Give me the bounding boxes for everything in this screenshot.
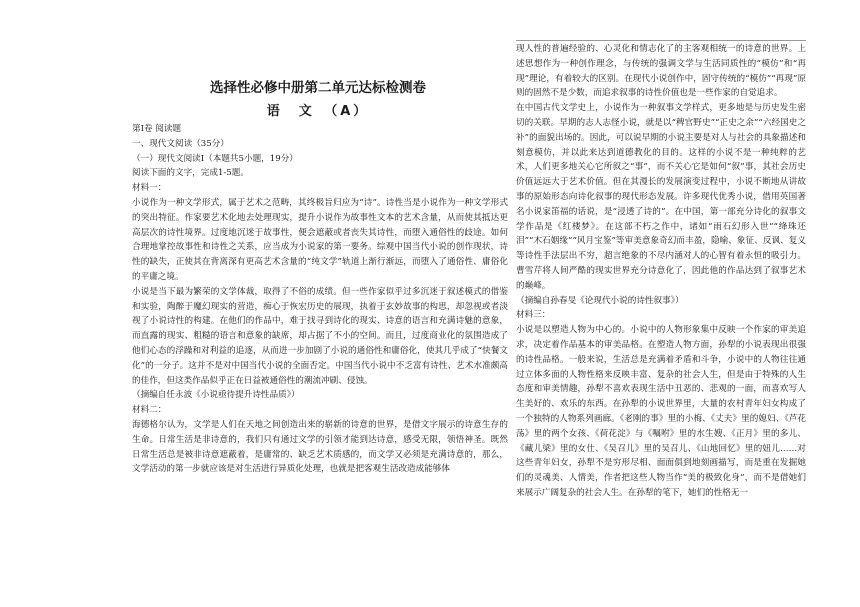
question-group-heading: 一、现代文阅读（35分） — [132, 138, 229, 149]
subsection-heading: （一）现代文阅读Ⅰ（本题共5小题，19分） — [132, 153, 298, 164]
material-label: 材料三： — [516, 310, 551, 321]
exam-subtitle: 语 文 （A） — [266, 104, 370, 119]
section-heading: 第Ⅰ卷 阅读题 — [132, 124, 182, 134]
paragraph: 在中国古代文学史上，小说作为一种叙事文学样式，更多地是与历史发生密切的关联。早期的志人志怪小说，就是以“稗官野史”“正史之余”“六经国史之补”的面貌出场的。因此，可以说早期的小说主要是对人与社会的具象描述和刻意模仿，并以此来达到道德教化的目的。这样的小说不是一种纯粹的艺术，人们更多地关心它所叙之“事”，而不关心它是如何“叙”事，其社会历史价值远远大于艺术价值。但在其漫长的发展演变过程中，小说不断地从讲故事的原始形态向诗化叙事的现代形态发展。许多现代优秀小说，借用英国著名小说家笛福的话说，是“浸透了诗的”。在中国，第一部充分诗化的叙事文学作品是《红楼梦》。在这部不朽之作中，诸如“雨石幻形入世”“绛珠还泪”“木石姻缘”“风月宝鉴”等审美意象奇幻而丰盈，隐喻、象征、反讽、复义等诗性手法层出不穷，超言绝象的不尽内涵对人的心智有着永恒的吸引力。曹雪芹将人间严酷的现实世界充分诗意化了，因此他的作品达到了叙事艺术的巅峰。 — [516, 103, 806, 291]
paragraph: 小说是当下最为繁荣的文学体裁，取得了不俗的成绩。但一些作家似乎过多沉迷于叙述模式的借鉴和实验，陶醉于魔幻现实的营造，痴心于恢宏历史的展现，执着于玄妙故事的构思，却忽视或者淡视了小说诗性的构建。在他们的作品中，难于找寻到诗化的现实、诗意的语言和充满诗魅的意象，而直露的现实、粗糙的语言和意象的缺席，却占据了不小的空间。而且，过度商业化的氛围造成了他们心态的浮躁和对利益的追逐，从而进一步加剧了小说的通俗性和庸俗化，使其几乎成了“快餐文化”的一分子。这并不是对中国当代小说的全面否定。中国当代小说中不乏富有诗性、艺术水准颇高的佳作，但这类作品似乎正在日益被通俗性的潮流冲刷、侵蚀。 — [132, 286, 508, 386]
left-column — [132, 0, 508, 607]
paragraph: 小说是以塑造人物为中心的。小说中的人物形象集中反映一个作家的审美追求，决定着作品基本的审美品格。在塑造人物方面，孙犁的小说表现出很强的诗性品格。一般来说，生活总是充满着矛盾和斗争，小说中的人物往往通过立体多面的人物性格来反映丰富、复杂的社会人生，但是由于特殊的人生态度和审美情趣，孙犁不喜欢表现生活中丑恶的、悲观的一面，而喜欢写人生美好的、欢乐的东西。在孙犁的小说世界里，大量的农村青年妇女构成了一个独特的人物系列画廊。《老刚的事》里的小梅、《丈夫》里的媳妇、《芦花荡》里的两个女孩、《荷花淀》与《嘱咐》里的水生嫂、《正月》里的多儿、《藏儿梁》里的女仕、《吴召儿》里的吴召儿、《山地回忆》里的妞儿……对这些青年妇女，孙犁不是穷形尽相、面面俱到地刻画描写，而是重在发掘她们的灵魂美、人情美，作者把这些人物当作“美的极致化身”，而不是借她们来展示广阔复杂的社会人生。在孙犁的笔下，她们的性格无一 — [516, 325, 806, 498]
source-citation: （摘编自任永波《小说亟待提升诗性品质》） — [132, 390, 300, 401]
paragraph: 小说作为一种文学形式，属于艺术之范畴，其终极旨归应为“诗”。诗性当是小说作为一种文学形式的突出特征。作家要艺术化地去处理现实，提升小说作为故事性文本的艺术含量，从而使其抵达更高层次的诗性境界。过度地沉迷于故事性，便会遮蔽或者丧失其诗性，而堕入通俗性的歧途。如何合理地掌控故事性和诗性之关系，应当成为小说家的第一要务。综观中国当代小说的创作现状，诗性的缺失，正使其在背离深有更高艺术含量的“纯文学”轨道上渐行渐远，而堕入了通俗性、庸俗化的平庸之境。 — [132, 197, 508, 282]
exam-title: 选择性必修中册第二单元达标检测卷 — [210, 80, 426, 96]
paragraph: 海德格尔认为，文学是人们在天地之间创造出来的崭新的诗意的世界，是借文字展示的诗意生存的生命。日常生活是非诗意的，我们只有通过文学的引领才能到达诗意，感受无限，领悟神圣。既然日常生活总是被非诗意遮蔽着，是庸常的、缺乏艺术质感的，而文学又必须是充满诗意的，那么，文学活动的第一步就应该是对生活进行异质化处理，也就是把客观生活改造成能够体 — [132, 419, 508, 475]
paragraph: 现人性的普遍经验的、心灵化和情志化了的主客观相统一的诗意的世界。上述思想作为一种创作理念，与传统的强调文学与生活同质性的“模仿”和“再现”理论，有着较大的区别。在现代小说创作中，固守传统的“模仿”“再现”原则的固然不是少数，而追求叙事的诗性价值也是一些作家的自觉追求。 — [516, 44, 806, 99]
right-column — [516, 0, 806, 607]
source-citation: （摘编自孙春旻《论现代小说的诗性叙事》） — [516, 295, 684, 306]
instruction-text: 阅读下面的文字，完成1-5题。 — [132, 168, 249, 179]
material-label: 材料一： — [132, 183, 167, 194]
material-label: 材料二： — [132, 405, 167, 416]
